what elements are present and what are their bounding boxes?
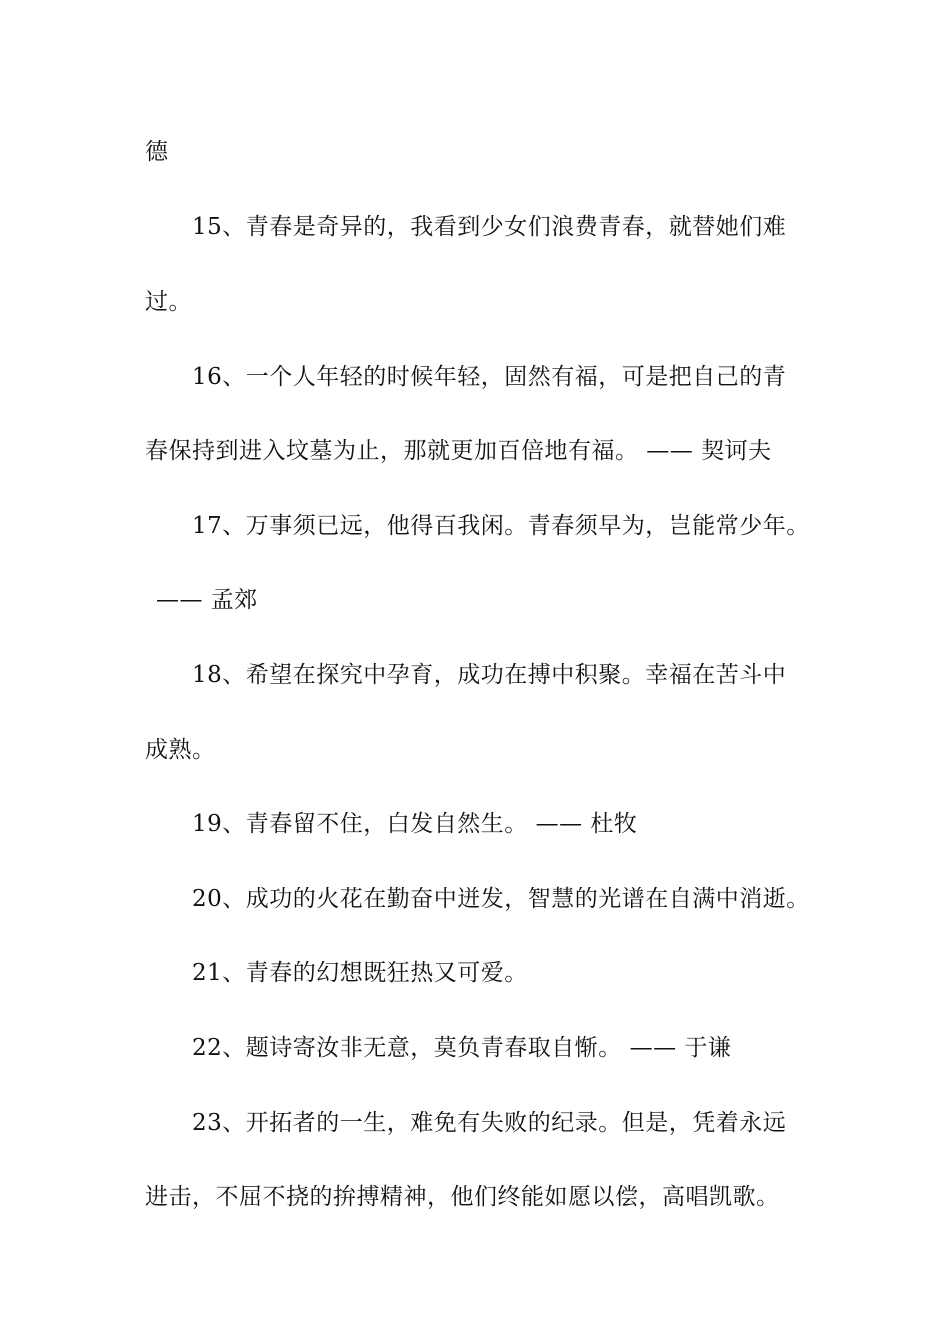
quote-16: 16、一个人年轻的时候年轻，固然有福，可是把自己的青	[192, 364, 787, 390]
text-line: 成熟。	[145, 737, 216, 763]
text-line: 进击，不屈不挠的拚搏精神，他们终能如愿以偿，高唱凯歌。	[145, 1184, 780, 1210]
quote-21: 21、青春的幻想既狂热又可爱。	[192, 960, 528, 986]
quote-20: 20、成功的火花在勤奋中迸发，智慧的光谱在自满中消逝。	[192, 886, 810, 912]
quote-23: 23、开拓者的一生，难免有失败的纪录。但是，凭着永远	[192, 1110, 787, 1136]
quote-19: 19、青春留不住，白发自然生。 —— 杜牧	[192, 811, 638, 837]
text-line: 德	[145, 139, 169, 165]
attribution-line: —— 孟郊	[156, 587, 258, 613]
quote-18: 18、希望在探究中孕育，成功在搏中积聚。幸福在苦斗中	[192, 662, 787, 688]
text-line: 春保持到进入坟墓为止，那就更加百倍地有福。 —— 契诃夫	[145, 438, 772, 464]
quote-15: 15、青春是奇异的，我看到少女们浪费青春，就替她们难	[192, 214, 787, 240]
text-line: 过。	[145, 289, 192, 315]
quote-17: 17、万事须已远，他得百我闲。青春须早为，岂能常少年。	[192, 513, 810, 539]
quote-22: 22、题诗寄汝非无意，莫负青春取自惭。 —— 于谦	[192, 1035, 732, 1061]
